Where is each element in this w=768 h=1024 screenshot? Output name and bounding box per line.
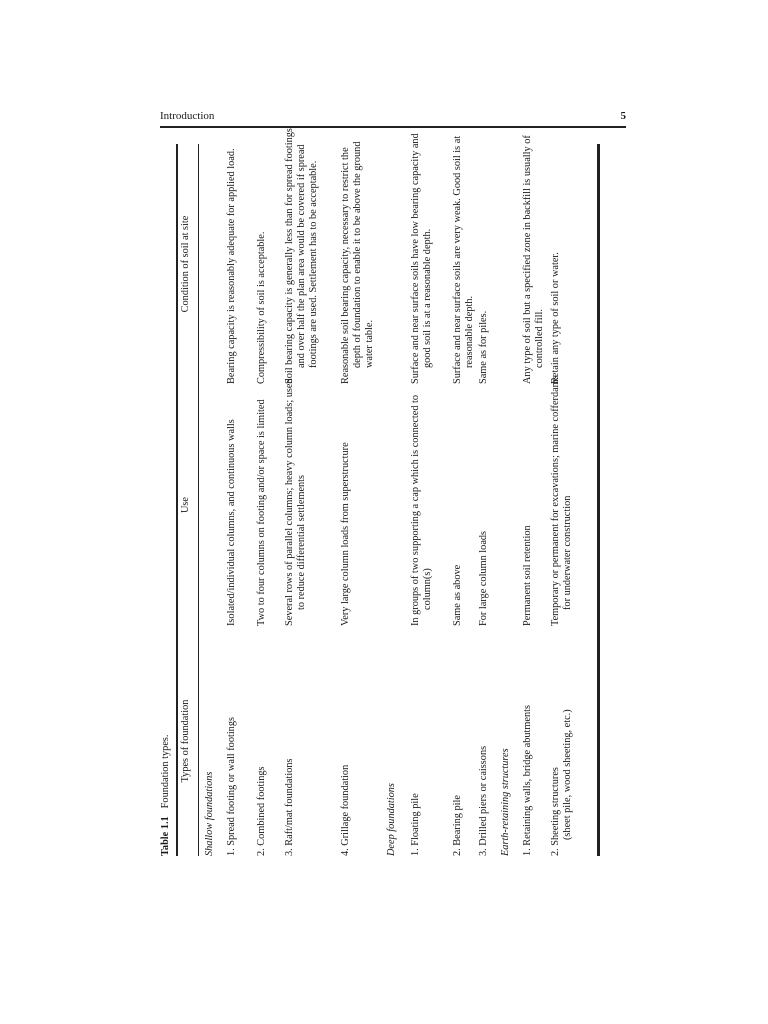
section-title: Shallow foundations xyxy=(204,771,215,856)
table-cell-type xyxy=(550,630,574,856)
table-cell-condition: Surface and near surface soils have low bearing capacity and good soil is at a reasonable depth. xyxy=(410,133,433,384)
table-cell-condition: Bearing capacity is reasonably adequate for applied load. xyxy=(226,148,237,384)
running-head: Introduction xyxy=(160,110,215,122)
table-cell-condition: Same as for piles. xyxy=(478,310,489,384)
table-cell-use: Temporary or permanent for excavations; marine cofferdams for underwater construction xyxy=(550,375,573,626)
page-number: 5 xyxy=(620,110,626,122)
section-title: Earth-retaining structures xyxy=(500,748,511,856)
top-rule xyxy=(176,144,178,856)
type-note: (sheet pile, wood sheeting, etc.) xyxy=(562,709,573,840)
table-cell-type: 2. Bearing pile xyxy=(452,795,463,856)
table-caption xyxy=(160,735,174,856)
col-header-condition: Condition of soil at site xyxy=(180,215,191,313)
table-caption-text: Foundation types. xyxy=(160,734,171,809)
foundation-types-table xyxy=(160,128,600,856)
bottom-rule xyxy=(597,144,600,856)
table-cell-condition: Soil bearing capacity is generally less than for spread footings and over half the plan area would be covered if spread footings are used. Settlement has to be acceptable. xyxy=(284,128,319,384)
table-cell-use: In groups of two supporting a cap which is connected to column(s) xyxy=(410,394,433,626)
col-header-type: Types of foundation xyxy=(180,699,191,783)
table-cell-type: 1. Floating pile xyxy=(410,793,421,856)
table-cell-condition: Retain any type of soil or water. xyxy=(550,252,561,384)
page-header xyxy=(160,110,626,128)
table-cell-type: 1. Retaining walls, bridge abutments xyxy=(522,705,533,856)
table-cell-use: For large column loads xyxy=(478,530,489,626)
table-rotation-frame xyxy=(160,128,600,856)
header-rule xyxy=(198,144,199,856)
table-cell-use: Two to four columns on footing and/or space is limited xyxy=(256,399,267,626)
table-cell-use: Isolated/individual columns, and continuous walls xyxy=(226,419,237,626)
table-cell-condition: Compressibility of soil is acceptable. xyxy=(256,231,267,384)
table-cell-type: 2. Combined footings xyxy=(256,766,267,856)
table-cell-condition: Reasonable soil bearing capacity, necessary to restrict the depth of foundation to enable it to be above the ground water table. xyxy=(340,141,375,384)
type-label: 2. Sheeting structures xyxy=(550,767,561,856)
table-number: Table 1.1 xyxy=(160,816,171,856)
table-cell-type: 3. Drilled piers or caissons xyxy=(478,745,489,856)
section-title: Deep foundations xyxy=(386,783,397,856)
table-cell-type: 1. Spread footing or wall footings xyxy=(226,717,237,856)
table-cell-type: 3. Raft/mat foundations xyxy=(284,758,295,856)
table-cell-condition: Surface and near surface soils are very weak. Good soil is at reasonable depth. xyxy=(452,135,475,384)
table-cell-condition: Any type of soil but a specified zone in backfill is usually of controlled fill. xyxy=(522,135,545,384)
col-header-use: Use xyxy=(180,497,191,514)
table-cell-use: Same as above xyxy=(452,564,463,626)
table-cell-type: 4. Grillage foundation xyxy=(340,764,351,856)
table-cell-use: Several rows of parallel columns; heavy column loads; used to reduce differential settlements xyxy=(284,378,307,626)
table-cell-use: Very large column loads from superstructure xyxy=(340,442,351,626)
table-cell-use: Permanent soil retention xyxy=(522,525,533,626)
